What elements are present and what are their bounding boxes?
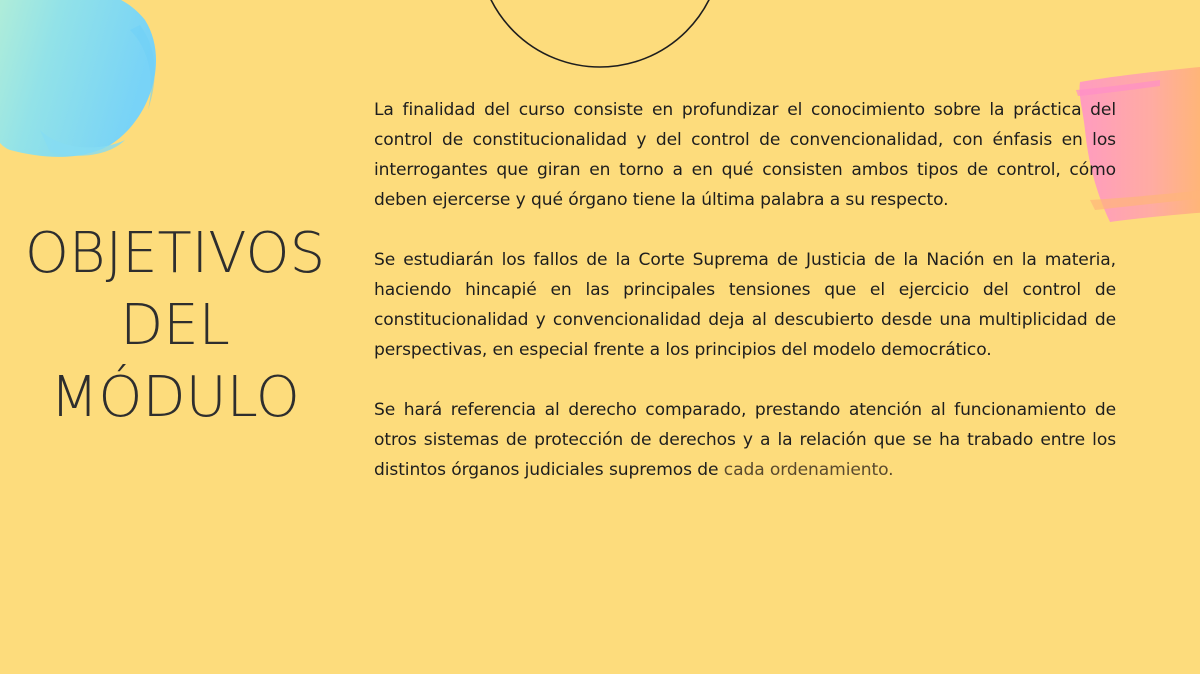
paragraph-3-end: .: [888, 460, 894, 480]
slide-title: [10, 218, 340, 434]
title-line-2: DEL: [120, 293, 230, 358]
paragraph-2: Se estudiarán los fallos de la Corte Suprema de Justicia de la Nación en la materia, haciendo hincapié en las principales tensiones que el ejercicio del control de constitucionalidad y convencionalidad deja al descubierto desde una multiplicidad de perspectivas, en especial frente a los principios del modelo democrático.: [374, 250, 1116, 360]
title-line-3: MÓDULO: [50, 365, 300, 430]
title-line-1: OBJETIVOS: [24, 221, 326, 286]
paragraph-1: La finalidad del curso consiste en profundizar el conocimiento sobre la práctica del control de constitucionalidad y del control de convencionalidad, con énfasis en los interrogantes que giran en torno a en qué consisten ambos tipos de control, cómo deben ejercerse y qué órgano tiene la última palabra a su respecto.: [374, 100, 1116, 210]
objectives-text: [374, 95, 1116, 485]
paragraph-3: [374, 395, 1116, 485]
paragraph-3-tail: cada ordenamiento: [723, 460, 889, 480]
watercolor-blob: [0, 0, 156, 157]
circle-outline: [478, 0, 722, 67]
paragraph-3-main: Se hará referencia al derecho comparado, prestando atención al funcionamiento de otros sistemas de protección de derechos y a la relación que se ha trabado entre los distintos órganos judiciales supremos de: [374, 400, 1116, 480]
